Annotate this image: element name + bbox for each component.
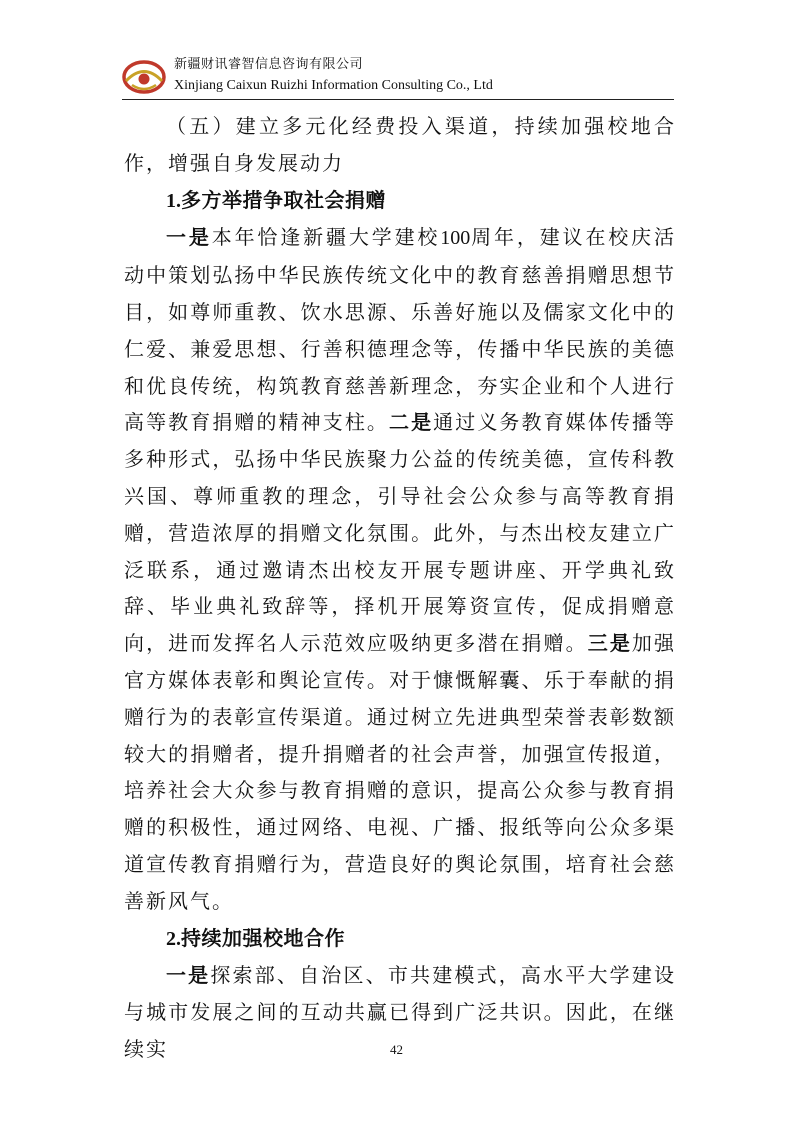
paragraph-text: 加强官方媒体表彰和舆论宣传。对于慷慨解囊、乐于奉献的捐赠行为的表彰宣传渠道。通过树立先进典型荣誉表彰数额较大的捐赠者，提升捐赠者的社会声誉，加强宣传报道，培养社会大众参与教育捐赠的意识，提高公众参与教育捐赠的积极性，通过网络、电视、广播、报纸等向公众多渠道宣传教育捐赠行为，营造良好的舆论氛围，培育社会慈善新风气。 [124, 631, 677, 913]
paragraph-donations [124, 219, 676, 919]
keyword-second: 二是 [389, 410, 434, 435]
paragraph-text: 通过义务教育媒体传播等多种形式，弘扬中华民族聚力公益的传统美德，宣传科教兴国、尊师重教的理念，引导社会公众参与高等教育捐赠，营造浓厚的捐赠文化氛围。此外，与杰出校友建立广泛联系，通过邀请杰出校友开展专题讲座、开学典礼致辞、毕业典礼致辞等，择机开展筹资宣传，促成捐赠意向，进而发挥名人示范效应吸纳更多潜在捐赠。 [124, 410, 677, 656]
subsection-title: 持续加强校地合作 [181, 925, 345, 950]
paragraph-text: 探索部、自治区、市共建模式，高水平大学建设与城市发展之间的互动共赢已得到广泛共识。因此，在继续实 [124, 963, 677, 1061]
subsection-title: 多方举措争取社会捐赠 [181, 187, 386, 212]
paragraph-text: 周年，建议在校庆活动中策划弘扬中华民族传统文化中的教育慈善捐赠思想节目，如尊师重教、饮水思源、乐善好施以及儒家文化中的仁爱、兼爱思想、行善积德理念等，传播中华民族的美德和优良传统，构筑教育慈善新理念，夯实企业和个人进行高等教育捐赠的精神支柱。 [124, 225, 677, 435]
subsection-number: 1. [166, 189, 181, 212]
company-name-en: Xinjiang Caixun Ruizhi Information Consulting Co., Ltd [174, 78, 493, 93]
company-logo-icon [122, 58, 166, 96]
subsection-heading-2 [124, 920, 676, 958]
document-body [124, 108, 676, 1068]
anniversary-number: 100 [440, 227, 471, 250]
page-header [122, 56, 674, 102]
keyword-first: 一是 [166, 225, 212, 250]
subsection-number: 2. [166, 927, 181, 950]
header-divider [122, 99, 674, 100]
keyword-first: 一是 [166, 963, 211, 988]
paragraph-text: 本年恰逢新疆大学建校 [211, 225, 441, 250]
company-name-block [174, 56, 493, 95]
section-title: （五）建立多元化经费投入渠道，持续加强校地合作，增强自身发展动力 [124, 114, 676, 175]
page-number: 42 [390, 1042, 403, 1057]
subsection-heading-1 [124, 182, 676, 220]
keyword-third: 三是 [587, 631, 632, 656]
company-name-cn: 新疆财讯睿智信息咨询有限公司 [174, 57, 364, 72]
